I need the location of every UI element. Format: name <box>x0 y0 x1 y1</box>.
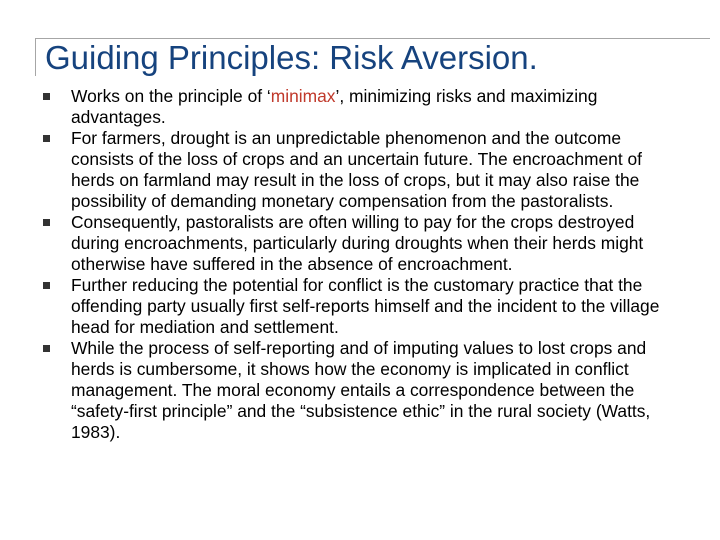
square-bullet-icon <box>43 345 50 352</box>
slide-title: Guiding Principles: Risk Aversion. <box>45 39 538 76</box>
bullet-list <box>43 86 683 443</box>
bullet-text-before: Works on the principle of ‘ <box>71 86 271 106</box>
bullet-text: For farmers, drought is an unpredictable phenomenon and the outcome consists of the loss of crops and an uncertain future. The encroachment of herds on farmland may result in the loss of crops, but it may also raise the possibility of demanding monetary compensation from the pastoralists. <box>71 128 642 211</box>
square-bullet-icon <box>43 282 50 289</box>
bullet-text: Further reducing the potential for conflict is the customary practice that the offending party usually first self-reports himself and the incident to the village head for mediation and settlement. <box>71 275 660 337</box>
title-rule-left <box>35 38 36 76</box>
square-bullet-icon <box>43 135 50 142</box>
bullet-text: Consequently, pastoralists are often willing to pay for the crops destroyed during encroachments, particularly during droughts when their herds might otherwise have suffered in the absence of encroachment. <box>71 212 644 274</box>
bullet-item-farmers <box>43 128 683 212</box>
bullet-text-after: ’, minimizing risks and maximizing advantages. <box>71 86 598 127</box>
square-bullet-icon <box>43 93 50 100</box>
minimax-term: minimax <box>270 86 336 106</box>
square-bullet-icon <box>43 219 50 226</box>
bullet-text: While the process of self-reporting and of imputing values to lost crops and herds is cumbersome, it shows how the economy is implicated in conflict management. The moral economy entails a correspondence between the “safety-first principle” and the “subsistence ethic” in the rural society (Watts, 1983). <box>71 338 651 442</box>
bullet-item-minimax <box>43 86 683 128</box>
bullet-item-moral-economy <box>43 338 683 443</box>
bullet-item-pastoralists <box>43 212 683 275</box>
bullet-item-self-reporting <box>43 275 683 338</box>
